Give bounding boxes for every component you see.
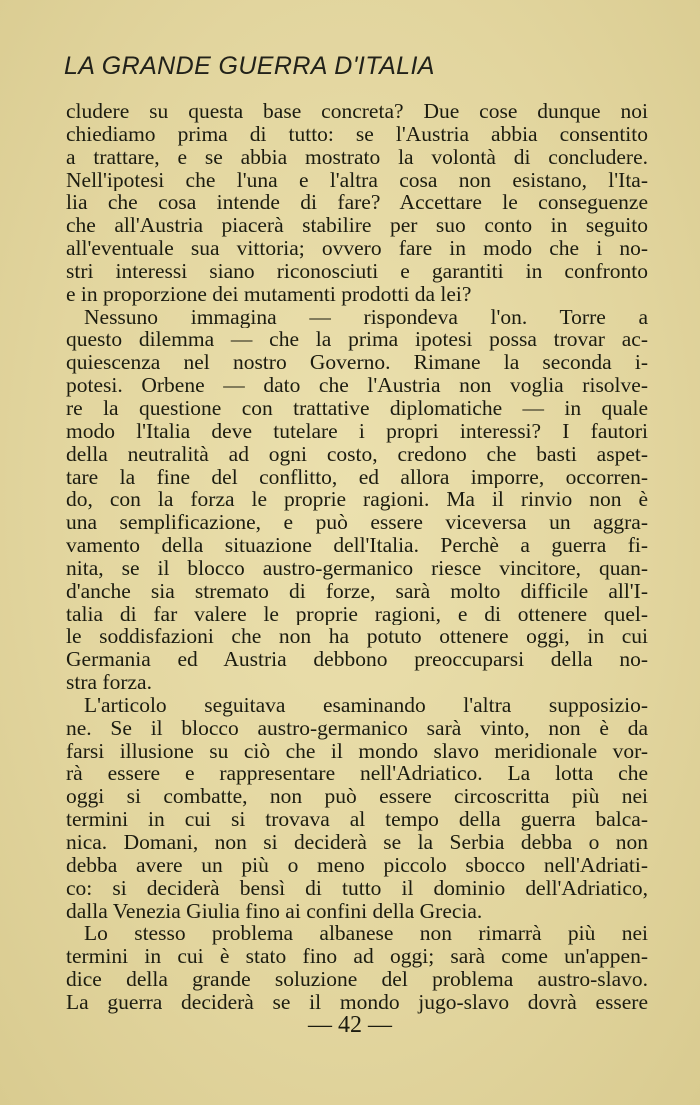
text-line: re la questione con trattative diplomatiche — in quale — [66, 396, 648, 420]
text-line: lia che cosa intende di fare? Accettare le conseguenze — [66, 191, 648, 215]
text-line: che all'Austria piacerà stabilire per suo conto in seguito — [66, 214, 648, 238]
text-line: potesi. Orbene — dato che l'Austria non voglia risolve- — [66, 374, 648, 397]
text-line: nica. Domani, non si deciderà se la Serbia debba o non — [66, 831, 648, 854]
text-line: tare la fine del conflitto, ed allora imporre, occorren- — [66, 465, 648, 489]
text-line: La guerra deciderà se il mondo jugo-slavo dovrà essere — [66, 990, 648, 1014]
paragraph-start-line: Lo stesso problema albanese non rimarrà più nei — [84, 922, 648, 946]
body-text — [66, 100, 648, 1014]
text-line: chiediamo prima di tutto: se l'Austria abbia consentito — [66, 122, 648, 146]
text-line: cludere su questa base concreta? Due cose dunque noi — [66, 100, 648, 123]
text-line: della neutralità ad ogni costo, credono che basti aspet- — [66, 442, 648, 466]
text-line: dice della grande soluzione del problema austro-slavo. — [66, 968, 648, 991]
text-line: questo dilemma — che la prima ipotesi possa trovar ac- — [66, 328, 648, 352]
text-line: quiescenza nel nostro Governo. Rimane la seconda i- — [66, 351, 648, 375]
text-line: d'anche sia stremato di forze, sarà molto difficile all'I- — [66, 579, 648, 603]
text-line: debba avere un più o meno piccolo sbocco nell'Adriati- — [66, 853, 648, 877]
paragraph-start-line: Nessuno immagina — rispondeva l'on. Torre a — [84, 305, 648, 329]
text-line: do, con la forza le proprie ragioni. Ma il rinvio non è — [66, 488, 648, 512]
text-line: oggi si combatte, non può essere circoscritta più nei — [66, 785, 648, 809]
page-number: — 42 — — [308, 1012, 392, 1038]
text-line: una semplificazione, e può essere viceversa un aggra- — [66, 511, 648, 535]
text-line: le soddisfazioni che non ha potuto ottenere oggi, in cui — [66, 625, 648, 649]
text-line: ne. Se il blocco austro-germanico sarà vinto, non è da — [66, 716, 648, 740]
text-line: farsi illusione su ciò che il mondo slavo meridionale vor- — [66, 739, 648, 763]
text-line: Nell'ipotesi che l'una e l'altra cosa non esistano, l'Ita- — [66, 168, 648, 192]
text-line: a trattare, e se abbia mostrato la volontà di concludere. — [66, 145, 648, 169]
text-line: termini in cui è stato fino ad oggi; sarà come un'appen- — [66, 945, 648, 969]
paragraph-start-line: L'articolo seguitava esaminando l'altra supposizio- — [84, 693, 648, 717]
text-line: rà essere e rappresentare nell'Adriatico. La lotta che — [66, 762, 648, 786]
text-line: talia di far valere le proprie ragioni, e di ottenere quel- — [66, 602, 648, 626]
text-line: Germania ed Austria debbono preoccuparsi della no- — [66, 648, 648, 672]
text-line: co: si deciderà bensì di tutto il dominio dell'Adriatico, — [66, 876, 648, 900]
text-line: nita, se il blocco austro-germanico riesce vincitore, quan- — [66, 556, 648, 580]
text-line: stri interessi siano riconosciuti e garantiti in confronto — [66, 259, 648, 283]
text-line: e in proporzione dei mutamenti prodotti da lei? — [66, 282, 472, 306]
text-line: modo l'Italia deve tutelare i propri interessi? I fautori — [66, 419, 648, 443]
text-line: dalla Venezia Giulia fino ai confini della Grecia. — [66, 899, 483, 923]
running-head: LA GRANDE GUERRA D'ITALIA — [64, 52, 435, 80]
text-line: termini in cui si trovava al tempo della guerra balca- — [66, 808, 648, 831]
text-line: all'eventuale sua vittoria; ovvero fare in modo che i no- — [66, 237, 648, 260]
text-line: stra forza. — [66, 671, 152, 694]
text-line: vamento della situazione dell'Italia. Perchè a guerra fi- — [66, 534, 648, 557]
